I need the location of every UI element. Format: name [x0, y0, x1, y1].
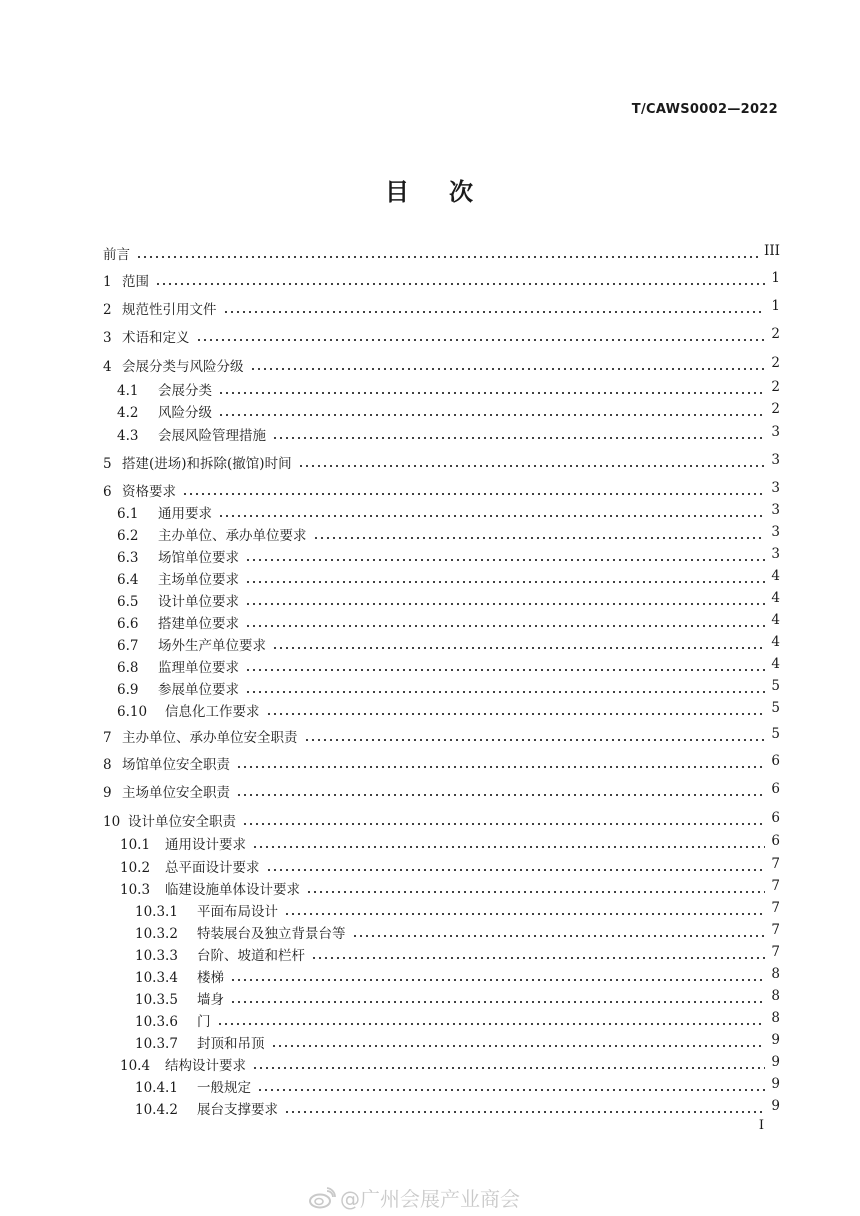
toc-title: 资格要求: [122, 484, 176, 500]
toc-title: 规范性引用文件: [122, 302, 217, 318]
toc-leader-dots: [217, 1010, 765, 1028]
toc-label: [103, 452, 292, 472]
toc-page-number: 2: [771, 379, 780, 395]
toc-leader-dots: [245, 678, 765, 696]
toc-number: 10.3.5: [135, 992, 178, 1008]
toc-number: 10.3.2: [135, 926, 178, 942]
toc-entry[interactable]: [0, 966, 860, 986]
toc-label: [103, 298, 217, 318]
toc-label: [103, 243, 130, 263]
toc-label: [103, 810, 236, 830]
toc-entry[interactable]: [0, 700, 860, 720]
toc-entry[interactable]: [0, 781, 860, 801]
toc-page-number: III: [764, 243, 780, 259]
toc-page-number: 3: [771, 502, 780, 518]
toc-entry[interactable]: [0, 612, 860, 632]
toc-page-number: 4: [771, 568, 780, 584]
toc-page-number: 7: [771, 944, 780, 960]
toc-number: 6.1: [117, 506, 139, 522]
toc-page-number: 5: [771, 726, 780, 742]
toc-leader-dots: [311, 944, 765, 962]
toc-label: [135, 1032, 265, 1052]
toc-number: 7: [103, 730, 112, 746]
toc-number: 4.3: [117, 428, 139, 444]
toc-entry[interactable]: [0, 988, 860, 1008]
toc-number: 1: [103, 274, 112, 290]
toc-label: [103, 480, 176, 500]
toc-title: 前言: [103, 247, 130, 263]
toc-page-number: 9: [771, 1054, 780, 1070]
toc-title: 会展风险管理措施: [158, 428, 266, 444]
toc-title: 总平面设计要求: [165, 860, 260, 876]
document-code: T/CAWS0002—2022: [631, 102, 778, 117]
toc-label: [117, 568, 239, 588]
toc-title: 门: [197, 1014, 211, 1030]
toc-leader-dots: [218, 401, 765, 419]
toc-page-number: 7: [771, 856, 780, 872]
toc-page-number: 1: [771, 298, 780, 314]
toc-label: [135, 1098, 278, 1118]
toc-label: [135, 900, 278, 920]
toc-label: [117, 612, 239, 632]
toc-title: 信息化工作要求: [165, 704, 260, 720]
toc-leader-dots: [272, 424, 765, 442]
toc-leader-dots: [266, 856, 765, 874]
toc-page-number: 8: [771, 988, 780, 1004]
toc-number: 10.4: [120, 1058, 151, 1074]
toc-page-number: 4: [771, 634, 780, 650]
toc-title: 展台支撑要求: [197, 1102, 278, 1118]
toc-entry[interactable]: [0, 298, 860, 318]
toc-entry[interactable]: [0, 502, 860, 522]
page-title: [0, 172, 860, 207]
toc-number: 3: [103, 330, 112, 346]
toc-label: [135, 1010, 211, 1030]
toc-label: [135, 988, 224, 1008]
toc-page-number: 9: [771, 1032, 780, 1048]
toc-leader-dots: [245, 612, 765, 630]
toc-label: [117, 524, 307, 544]
toc-number: 6.7: [117, 638, 139, 654]
page-number: I: [758, 1118, 764, 1133]
toc-number: 10.3.7: [135, 1036, 178, 1052]
toc-page-number: 8: [771, 966, 780, 982]
toc-title: 结构设计要求: [165, 1058, 246, 1074]
toc-leader-dots: [284, 900, 765, 918]
toc-label: [117, 590, 239, 610]
toc-page-number: 5: [771, 700, 780, 716]
toc-page-number: 7: [771, 922, 780, 938]
toc-title: 主场单位安全职责: [122, 785, 230, 801]
toc-leader-dots: [252, 833, 765, 851]
toc-number: 6.6: [117, 616, 139, 632]
toc-label: [117, 656, 239, 676]
toc-entry[interactable]: [0, 355, 860, 375]
toc-leader-dots: [266, 700, 765, 718]
toc-number: 6.9: [117, 682, 139, 698]
toc-number: 10.3.1: [135, 904, 178, 920]
toc-label: [120, 856, 260, 876]
toc-entry[interactable]: [0, 568, 860, 588]
toc-page-number: 4: [771, 656, 780, 672]
toc-title: 会展分类: [158, 383, 212, 399]
toc-number: 6.10: [117, 704, 148, 720]
toc-title: 设计单位安全职责: [128, 814, 236, 830]
toc-leader-dots: [182, 480, 765, 498]
toc-entry[interactable]: [0, 243, 860, 263]
toc-page-number: 6: [771, 753, 780, 769]
toc-title: 墙身: [197, 992, 224, 1008]
toc-leader-dots: [272, 634, 765, 652]
toc-title: 封顶和吊顶: [197, 1036, 265, 1052]
toc-entry[interactable]: [0, 753, 860, 773]
toc-entry[interactable]: [0, 480, 860, 500]
watermark-text: @广州会展产业商会: [340, 1187, 520, 1211]
toc-label: [120, 833, 246, 853]
toc-number: 10: [103, 814, 121, 830]
toc-number: 6.3: [117, 550, 139, 566]
toc-label: [135, 922, 346, 942]
toc-page-number: 6: [771, 781, 780, 797]
toc-leader-dots: [284, 1098, 765, 1116]
toc-number: 10.3.4: [135, 970, 178, 986]
toc-entry[interactable]: [0, 424, 860, 444]
toc-number: 10.1: [120, 837, 151, 853]
toc-title: 平面布局设计: [197, 904, 278, 920]
toc-title: 场馆单位要求: [158, 550, 239, 566]
toc-entry[interactable]: [0, 900, 860, 920]
toc-leader-dots: [230, 966, 765, 984]
toc-number: 8: [103, 757, 112, 773]
toc-title: 主办单位、承办单位安全职责: [122, 730, 298, 746]
toc-number: 10.3.6: [135, 1014, 178, 1030]
toc-leader-dots: [304, 726, 765, 744]
toc-entry[interactable]: [0, 944, 860, 964]
toc-label: [117, 546, 239, 566]
toc-label: [117, 502, 212, 522]
toc-number: 6.4: [117, 572, 139, 588]
toc-number: 10.2: [120, 860, 151, 876]
toc-title: 通用要求: [158, 506, 212, 522]
toc-label: [120, 878, 300, 898]
toc-label: [135, 944, 305, 964]
toc-page-number: 7: [771, 900, 780, 916]
toc-page-number: 5: [771, 678, 780, 694]
toc-label: [117, 401, 212, 421]
toc-number: 9: [103, 785, 112, 801]
toc-page-number: 9: [771, 1076, 780, 1092]
toc-label: [135, 966, 224, 986]
toc-title: 楼梯: [197, 970, 224, 986]
toc-number: 6.8: [117, 660, 139, 676]
toc-entry[interactable]: [0, 1098, 860, 1118]
toc-title: 通用设计要求: [165, 837, 246, 853]
watermark: [308, 1183, 520, 1212]
toc-entry[interactable]: [0, 726, 860, 746]
toc-number: 4.1: [117, 383, 139, 399]
toc-label: [103, 326, 190, 346]
toc-leader-dots: [298, 452, 765, 470]
toc-entry[interactable]: [0, 833, 860, 853]
toc-page-number: 4: [771, 612, 780, 628]
toc-number: 6.5: [117, 594, 139, 610]
toc-number: 4.2: [117, 405, 139, 421]
toc-title: 参展单位要求: [158, 682, 239, 698]
toc-entry[interactable]: [0, 1076, 860, 1096]
toc-entry[interactable]: [0, 379, 860, 399]
toc-leader-dots: [236, 781, 765, 799]
title-char-1: 目: [385, 178, 411, 206]
toc-page-number: 8: [771, 1010, 780, 1026]
toc-leader-dots: [252, 1054, 765, 1072]
toc-entry[interactable]: [0, 590, 860, 610]
toc-leader-dots: [257, 1076, 765, 1094]
toc-label: [117, 678, 239, 698]
toc-leader-dots: [136, 243, 758, 261]
toc-number: 5: [103, 456, 112, 472]
toc-leader-dots: [242, 810, 765, 828]
toc-page-number: 3: [771, 524, 780, 540]
toc-label: [103, 355, 244, 375]
toc-label: [120, 1054, 246, 1074]
toc-label: [103, 753, 230, 773]
toc-label: [135, 1076, 251, 1096]
toc-leader-dots: [230, 988, 765, 1006]
toc-page-number: 7: [771, 878, 780, 894]
toc-leader-dots: [245, 568, 765, 586]
toc-entry[interactable]: [0, 856, 860, 876]
toc-title: 术语和定义: [122, 330, 190, 346]
toc-entry[interactable]: [0, 878, 860, 898]
toc-number: 10.3: [120, 882, 151, 898]
toc-title: 特装展台及独立背景台等: [197, 926, 346, 942]
toc-leader-dots: [306, 878, 765, 896]
toc-page-number: 4: [771, 590, 780, 606]
toc-entry[interactable]: [0, 656, 860, 676]
toc-title: 主场单位要求: [158, 572, 239, 588]
toc-leader-dots: [271, 1032, 765, 1050]
toc-page-number: 3: [771, 452, 780, 468]
toc-page-number: 1: [771, 270, 780, 286]
toc-page-number: 3: [771, 424, 780, 440]
toc-label: [117, 700, 260, 720]
toc-leader-dots: [245, 656, 765, 674]
toc-label: [117, 379, 212, 399]
toc-leader-dots: [352, 922, 765, 940]
toc-page-number: 2: [771, 401, 780, 417]
toc-page-number: 6: [771, 833, 780, 849]
toc-entry[interactable]: [0, 401, 860, 421]
toc-title: 设计单位要求: [158, 594, 239, 610]
toc-number: 10.4.1: [135, 1080, 178, 1096]
toc-title: 临建设施单体设计要求: [165, 882, 300, 898]
toc-number: 6.2: [117, 528, 139, 544]
toc-label: [103, 726, 298, 746]
toc-page-number: 6: [771, 810, 780, 826]
toc-label: [117, 634, 266, 654]
toc-page-number: 2: [771, 355, 780, 371]
toc-entry[interactable]: [0, 678, 860, 698]
toc-title: 台阶、坡道和栏杆: [197, 948, 305, 964]
toc-title: 风险分级: [158, 405, 212, 421]
toc-leader-dots: [155, 270, 765, 288]
toc-leader-dots: [223, 298, 765, 316]
toc-title: 一般规定: [197, 1080, 251, 1096]
toc-title: 场馆单位安全职责: [122, 757, 230, 773]
toc-number: 10.4.2: [135, 1102, 178, 1118]
toc-title: 会展分类与风险分级: [122, 359, 244, 375]
toc-entry[interactable]: [0, 546, 860, 566]
toc-number: 2: [103, 302, 112, 318]
toc-entry[interactable]: [0, 1054, 860, 1074]
weibo-icon: [308, 1187, 336, 1209]
toc-entry[interactable]: [0, 810, 860, 830]
toc-leader-dots: [245, 590, 765, 608]
toc-label: [103, 270, 149, 290]
toc-leader-dots: [236, 753, 765, 771]
toc-title: 监理单位要求: [158, 660, 239, 676]
toc-leader-dots: [245, 546, 765, 564]
toc-leader-dots: [218, 379, 765, 397]
toc-title: 范围: [122, 274, 149, 290]
toc-page-number: 3: [771, 480, 780, 496]
toc-entry[interactable]: [0, 452, 860, 472]
toc-entry[interactable]: [0, 524, 860, 544]
toc-label: [103, 781, 230, 801]
toc-entry[interactable]: [0, 270, 860, 290]
toc-leader-dots: [196, 326, 765, 344]
toc-title: 搭建(进场)和拆除(撤馆)时间: [122, 456, 292, 472]
toc-leader-dots: [250, 355, 765, 373]
toc-number: 6: [103, 484, 112, 500]
toc-title: 搭建单位要求: [158, 616, 239, 632]
toc-entry[interactable]: [0, 634, 860, 654]
toc-entry[interactable]: [0, 1010, 860, 1030]
title-char-2: 次: [449, 178, 475, 206]
toc-leader-dots: [218, 502, 765, 520]
toc-entry[interactable]: [0, 326, 860, 346]
toc-title: 场外生产单位要求: [158, 638, 266, 654]
toc-title: 主办单位、承办单位要求: [158, 528, 307, 544]
toc-label: [117, 424, 266, 444]
toc-leader-dots: [313, 524, 765, 542]
toc-page-number: 3: [771, 546, 780, 562]
toc-entry[interactable]: [0, 922, 860, 942]
toc-number: 4: [103, 359, 112, 375]
toc-page-number: 9: [771, 1098, 780, 1114]
toc-entry[interactable]: [0, 1032, 860, 1052]
toc-page-number: 2: [771, 326, 780, 342]
toc-number: 10.3.3: [135, 948, 178, 964]
